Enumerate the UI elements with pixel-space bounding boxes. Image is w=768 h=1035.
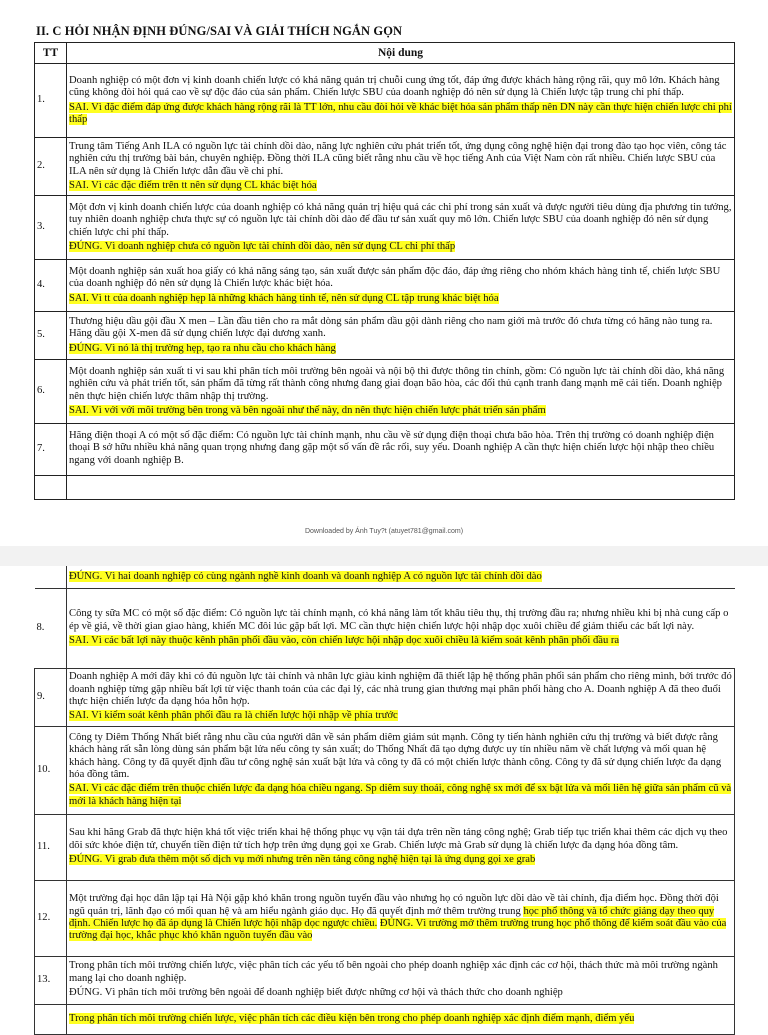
- row-content: [67, 64, 735, 138]
- row-number: [35, 476, 67, 500]
- table-row: [35, 668, 735, 726]
- row-content: [67, 196, 735, 260]
- row-content: [67, 260, 735, 312]
- answer-text: SAI. Vì với với môi trường bên trong và bên ngoài như thế này, dn nên thực hiện chiến lược phát triển sản phẩm: [69, 404, 546, 416]
- row-content: [67, 726, 735, 814]
- row-number: 11.: [35, 814, 67, 880]
- question-highlight-text: học phổ thông và tổ chức giảng dạy theo quy định. Chiến lược họ đã áp dụng là Chiến lược hội nhập dọc ngược chiều.: [69, 905, 715, 929]
- page-break: [0, 546, 768, 566]
- table-row: [35, 814, 735, 880]
- download-footer: Downloaded by Ánh Tuy?t (atuyet781@gmail.com): [304, 528, 464, 535]
- row-number: 8.: [35, 588, 67, 668]
- table-row: [35, 64, 735, 138]
- question-text: Công ty Diêm Thống Nhất biết rằng nhu cầu của người dân về sản phẩm diêm giảm sút mạnh. Công ty tiến hành nghiên cứu thị trường và biết được rằng khách hàng rất sẵn lòng dùng sản phẩm bật lửa nếu công ty sản xuất; do Thống Nhất đã tạo dựng được uy tín nhiều năm về chất lượng và mối quan hệ khách hàng. Công ty đã quyết định đầu tư công nghệ sản xuất bật lửa và công ty đã có một chiến lược thành công. Công ty đã sử dụng chiến lược đa dạng hóa đồng tâm.: [69, 731, 722, 780]
- header-content: Nội dung: [67, 43, 735, 64]
- row-number: 2.: [35, 138, 67, 196]
- row-number: [35, 1004, 67, 1034]
- answer-text: ĐÚNG. Vì nó là thị trường hẹp, tạo ra nhu cầu cho khách hàng: [69, 342, 336, 354]
- row-content: [67, 360, 735, 424]
- question-text: Một doanh nghiệp sản xuất ti vi sau khi phân tích môi trường bên ngoài và nội bộ thì được thông tin chính, gồm: Có nguồn lực tài chính dồi dào, khả năng nghiên cứu và phát triển tốt, sản phẩm đã từng rất thành công nhưng đang giai đoạn bão hòa, các đối thủ cạnh tranh đang mạnh mẽ cải tiến. Doanh nghiệp nên thực hiện chiến lược thâm nhập thị trường.: [69, 365, 725, 402]
- row-content: [67, 138, 735, 196]
- answer-text: ĐÚNG. Vì phân tích môi trường bên ngoài để doanh nghiệp biết được những cơ hội và thách thức cho doanh nghiệp: [69, 987, 563, 999]
- answer-text: ĐÚNG. Vì hai doanh nghiệp có cùng ngành nghề kinh doanh và doanh nghiệp A có nguồn lực tài chính dồi dào: [69, 570, 542, 582]
- answer-text: SAI. Vì các đặc điểm trên thuộc chiến lược đa dạng hóa chiều ngang. Sp diêm suy thoái, công nghệ sx mới để sx bật lửa và mối liên hệ giữa sản phẩm cũ và mới là khách hàng hiện tại: [69, 783, 732, 807]
- answer-text: ĐÚNG. Vì grab đưa thêm một số dịch vụ mới nhưng trên nền tảng công nghệ hiện tại là ứng dụng gọi xe grab: [69, 854, 536, 866]
- table-row: [35, 726, 735, 814]
- answer-text: SAI. Vì các đặc điểm trên tt nên sử dụng CL khác biệt hóa: [69, 179, 317, 191]
- row-number: 7.: [35, 424, 67, 476]
- questions-table-continued: [34, 566, 735, 1035]
- question-text: Công ty sữa MC có một số đặc điểm: Có nguồn lực tài chính mạnh, có khả năng làm tốt khâu tiêu thụ, thị trường đầu ra; nhưng nhiều khi bị nhà cung cấp o ép về giá, về thời gian giao hàng, khiến MC đôi lúc gặp bất lợi. MC cần thực hiện chiến lược hội nhập dọc xuôi chiều để giảm thiểu các bất lợi này.: [69, 608, 729, 632]
- header-tt: TT: [35, 43, 67, 64]
- row-content: [67, 814, 735, 880]
- table-row: [35, 588, 735, 668]
- question-text: Trong phân tích môi trường chiến lược, việc phân tích các điều kiện bên trong cho phép doanh nghiệp xác định điểm mạnh, điểm yếu: [69, 1012, 635, 1024]
- row-number: 3.: [35, 196, 67, 260]
- table-row: [35, 312, 735, 360]
- table-row: [35, 424, 735, 476]
- answer-text: SAI. Vì đặc điểm đáp ứng được khách hàng rộng rãi là TT lớn, nhu cầu đòi hỏi về khác biệt hóa sản phẩm thấp nên DN này cần thực hiện chiến lược chi phí thấp: [69, 101, 732, 125]
- table-row: [35, 360, 735, 424]
- row-content: [67, 668, 735, 726]
- row-number: 4.: [35, 260, 67, 312]
- row-number: 12.: [35, 880, 67, 956]
- question-text: Hãng điện thoại A có một số đặc điểm: Có nguồn lực tài chính mạnh, nhu cầu về sử dụng điện thoại chưa bão hòa. Trên thị trường có doanh nghiệp điện thoại B sở hữu nhiều khả năng quan trọng nhưng đang gặp một số vấn đề rắc rối, suy yếu. Doanh nghiệp A cần thực hiện chiến lược hội nhập theo chiều ngang với doanh nghiệp B.: [69, 429, 715, 466]
- row-content: [67, 588, 735, 668]
- answer-text: SAI. Vì kiểm soát kênh phân phối đầu ra là chiến lược hội nhập về phía trước: [69, 710, 398, 722]
- table-row: [35, 566, 735, 588]
- table-row: [35, 260, 735, 312]
- answer-text: ĐÚNG. Vì doanh nghiệp chưa có nguồn lực tài chính dồi dào, nên sử dụng CL chi phí thấp: [69, 240, 456, 252]
- row-number: 1.: [35, 64, 67, 138]
- row-number: 9.: [35, 668, 67, 726]
- row-number: 10.: [35, 726, 67, 814]
- row-content: [67, 1004, 735, 1034]
- row-content: [67, 312, 735, 360]
- table-row: [35, 956, 735, 1004]
- section-title: II. C HỎI NHẬN ĐỊNH ĐÚNG/SAI VÀ GIẢI THÍCH NGẮN GỌN: [36, 24, 403, 38]
- row-content: [67, 880, 735, 956]
- row-number: 13.: [35, 956, 67, 1004]
- question-text: Trong phân tích môi trường chiến lược, việc phân tích các yếu tố bên ngoài cho phép doanh nghiệp xác định các cơ hội, thách thức mà môi trường ngành mang lại cho doanh nghiệp.: [69, 960, 718, 984]
- question-text: Một doanh nghiệp sản xuất hoa giấy có khả năng sáng tạo, sản xuất được sản phẩm độc đáo, đáp ứng riêng cho nhóm khách hàng tinh tế, chiến lược SBU của doanh nghiệp đó nên sử dụng là Chiến lược khác biệt hóa.: [69, 265, 721, 290]
- table-row-empty: [35, 476, 735, 500]
- row-content: [67, 956, 735, 1004]
- row-content: [67, 424, 735, 476]
- question-text: Trung tâm Tiếng Anh ILA có nguồn lực tài chính dồi dào, năng lực nghiên cứu phát triển tốt, ứng dụng công nghệ hiện đại trong đào tạo học viên, công tác nghiên cứu thị trường bài bản, chuyên nghiệp. Đồng thời ILA cũng biết rằng nhu cầu về học tiếng Anh của Việt Nam còn rất nhiều. Chiến lược SBU của ILA nên sử dụng là Chiến lược dẫn đầu về chi phí.: [69, 140, 727, 177]
- row-number: [35, 566, 67, 588]
- table-row: [35, 196, 735, 260]
- question-text: Một trường đại học dân lập tại Hà Nội gặp khó khăn trong nguồn tuyển đầu vào nhưng họ có nguồn lực dồi dào về tài chính, địa điểm học. Đồng thời đội ngũ quản trị, lãnh đạo có mối quan hệ và am hiểu ngành giáo dục. Họ đã quyết định mở thêm trường trung: [69, 893, 719, 917]
- answer-text: ĐÚNG. Vì trường mở thêm trường trung học phổ thông để kiểm soát đầu vào của trường đại học, khắc phục khó khăn nguồn tuyển đầu vào: [69, 918, 727, 942]
- answer-text: SAI. Vì các bất lợi này thuộc kênh phân phối đầu vào, còn chiến lược hội nhập dọc xuôi chiều là kiểm soát kênh phân phối đầu ra: [69, 635, 620, 647]
- question-text: Sau khi hãng Grab đã thực hiện khá tốt việc triển khai hệ thống phục vụ vận tải dựa trên nền tảng công nghệ; Grab tiếp tục triển khai thêm các dịch vụ theo dõi sức khỏe điện tử, chuyển tiền điện tử tích hợp trên ứng dụng gọi xe Grab. Chiến lược mà Grab sử dụng là chiến lược đa dạng hóa đồng tâm.: [69, 827, 728, 851]
- questions-table: [34, 42, 735, 500]
- table-row: [35, 1004, 735, 1034]
- question-text: Doanh nghiệp A mới đây khi có đủ nguồn lực tài chính và nhân lực giàu kinh nghiệm đã thiết lập hệ thống phân phối sản phẩm cho riêng mình, bởi trước đó doanh nghiệp từng gặp nhiều bất lợi từ việc thanh toán của các đại lý, các nhà trung gian thương mại phân phối hàng cho A. Doanh nghiệp A đã theo đuổi thực hiện chiến lược đa dạng hóa hỗn hợp.: [69, 671, 732, 707]
- table-row: [35, 880, 735, 956]
- row-number: 5.: [35, 312, 67, 360]
- row-content: [67, 566, 735, 588]
- table-row: [35, 138, 735, 196]
- answer-text: SAI. Vì tt của doanh nghiệp hẹp là những khách hàng tinh tế, nên sử dụng CL tập trung khác biệt hóa: [69, 292, 499, 304]
- row-number: 6.: [35, 360, 67, 424]
- table-header-row: [35, 43, 735, 64]
- question-text: Doanh nghiệp có một đơn vị kinh doanh chiến lược có khả năng quản trị chuỗi cung ứng tốt, đáp ứng được khách hàng rộng rãi, quy mô lớn. Khách hàng cũng không đòi hỏi quá cao về sự độc đáo của sản phẩm. Chiến lược SBU của doanh nghiệp đó nên sử dụng là Chiến lược tập trung chi phí thấp.: [69, 74, 720, 99]
- question-text: Thương hiệu dầu gội đầu X men – Lần đầu tiên cho ra mắt dòng sản phẩm dầu gội dành riêng cho nam giới mà trước đó chưa từng có hãng nào tung ra. Hãng dầu gội X-men đã sử dụng chiến lược đại dương xanh.: [69, 315, 713, 340]
- row-content: [67, 476, 735, 500]
- question-text: Một đơn vị kinh doanh chiến lược của doanh nghiệp có khả năng quản trị hiệu quả các chi phí trong sản xuất và được người tiêu dùng địa phương tin tưởng, tuy nhiên doanh nghiệp chưa thực sự có nguồn lực tài chính dồi dào để đầu tư sản xuất quy mô lớn. Chiến lược SBU của doanh nghiệp đó nên sử dụng chiến lược chi phí thấp.: [69, 201, 732, 238]
